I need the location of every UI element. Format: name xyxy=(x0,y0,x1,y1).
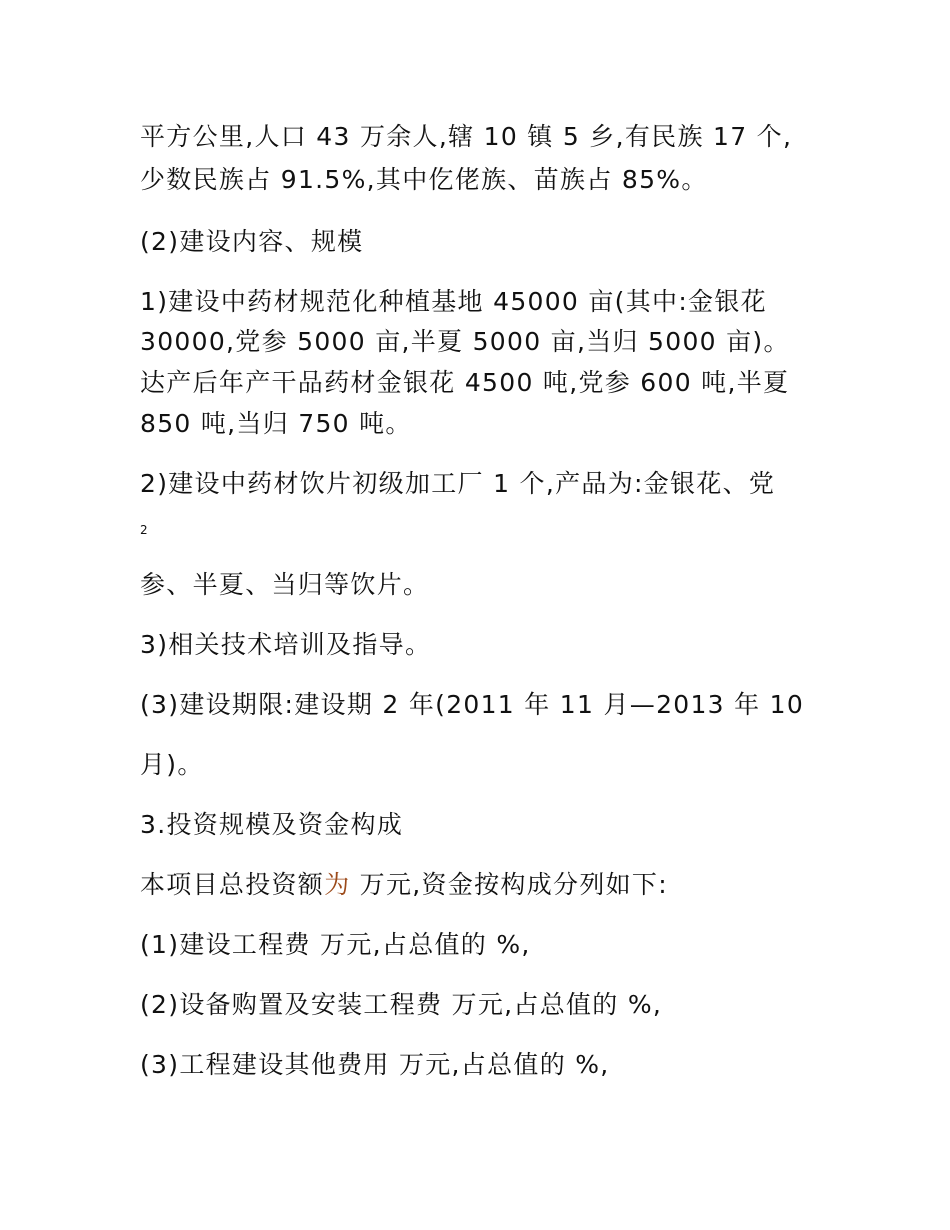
paragraph-line: 参、半夏、当归等饮片。 xyxy=(140,570,430,599)
list-item: (3)工程建设其他费用 万元,占总值的 %, xyxy=(140,1050,610,1079)
paragraph-line: 达产后年产干品药材金银花 4500 吨,党参 600 吨,半夏 xyxy=(140,368,790,397)
paragraph-line: 平方公里,人口 43 万余人,辖 10 镇 5 乡,有民族 17 个, xyxy=(140,122,793,151)
paragraph-line: 3)相关技术培训及指导。 xyxy=(140,630,432,659)
investment-line xyxy=(140,869,668,901)
page-number: 2 xyxy=(140,523,148,537)
paragraph-line: 850 吨,当归 750 吨。 xyxy=(140,409,412,438)
investment-text-after: 万元,资金按构成分列如下: xyxy=(350,870,668,899)
paragraph-line: 2)建设中药材饮片初级加工厂 1 个,产品为:金银花、党 xyxy=(140,469,776,498)
list-item: (1)建设工程费 万元,占总值的 %, xyxy=(140,930,531,959)
paragraph-line: 30000,党参 5000 亩,半夏 5000 亩,当归 5000 亩)。 xyxy=(140,327,790,356)
paragraph-line: 少数民族占 91.5%,其中仡佬族、苗族占 85%。 xyxy=(140,165,708,194)
section-heading: (2)建设内容、规模 xyxy=(140,227,364,256)
paragraph-line: 1)建设中药材规范化种植基地 45000 亩(其中:金银花 xyxy=(140,287,767,316)
section-heading: 3.投资规模及资金构成 xyxy=(140,810,404,839)
paragraph-line: 月)。 xyxy=(140,750,204,779)
investment-highlight: 为 xyxy=(324,870,351,899)
paragraph-line: (3)建设期限:建设期 2 年(2011 年 11 月—2013 年 10 xyxy=(140,690,805,719)
investment-text-before: 本项目总投资额 xyxy=(140,870,325,899)
list-item: (2)设备购置及安装工程费 万元,占总值的 %, xyxy=(140,990,663,1019)
